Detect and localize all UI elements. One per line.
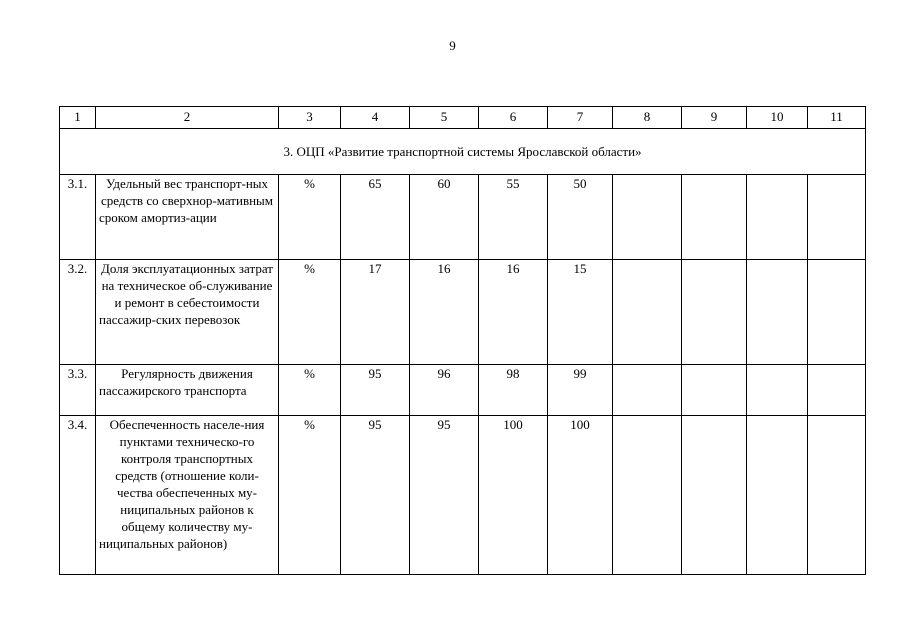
- row-value: 60: [410, 175, 479, 260]
- row-value: [747, 365, 808, 416]
- row-value: [808, 416, 866, 575]
- row-number: 3.4.: [60, 416, 96, 575]
- row-value: [682, 175, 747, 260]
- row-value: [747, 175, 808, 260]
- table-row: [60, 175, 866, 260]
- row-value: [682, 416, 747, 575]
- row-value: 65: [341, 175, 410, 260]
- column-header: 6: [479, 107, 548, 129]
- row-value: 96: [410, 365, 479, 416]
- row-value: 95: [341, 416, 410, 575]
- column-header: 11: [808, 107, 866, 129]
- column-header: 10: [747, 107, 808, 129]
- column-header: 4: [341, 107, 410, 129]
- row-number: 3.2.: [60, 260, 96, 365]
- row-value: [613, 260, 682, 365]
- table-header-row: [60, 107, 866, 129]
- section-title: 3. ОЦП «Развитие транспортной системы Ярославской области»: [60, 129, 866, 175]
- table-row: [60, 365, 866, 416]
- row-value: [613, 365, 682, 416]
- row-value: [613, 175, 682, 260]
- row-value: 95: [341, 365, 410, 416]
- row-description: Обеспеченность населе-ния пунктами техническо-го контроля транспортных средств (отношение коли-чества обеспеченных му-ниципальных районов к общему количеству му-ниципальных районов): [96, 416, 279, 575]
- row-value: [613, 416, 682, 575]
- row-value: 50: [548, 175, 613, 260]
- column-header: 1: [60, 107, 96, 129]
- row-value: [682, 365, 747, 416]
- row-unit: %: [279, 260, 341, 365]
- row-value: 99: [548, 365, 613, 416]
- table-row: [60, 416, 866, 575]
- row-value: [747, 416, 808, 575]
- column-header: 8: [613, 107, 682, 129]
- row-unit: %: [279, 416, 341, 575]
- column-header: 9: [682, 107, 747, 129]
- column-header: 7: [548, 107, 613, 129]
- row-value: 100: [479, 416, 548, 575]
- row-value: [808, 260, 866, 365]
- row-description: Удельный вес транспорт-ных средств со сверхнор-мативным сроком амортиз-ации: [96, 175, 279, 260]
- row-value: 95: [410, 416, 479, 575]
- row-value: [808, 175, 866, 260]
- row-value: 16: [479, 260, 548, 365]
- row-value: [682, 260, 747, 365]
- row-value: 55: [479, 175, 548, 260]
- row-unit: %: [279, 175, 341, 260]
- row-value: 98: [479, 365, 548, 416]
- section-row: [60, 129, 866, 175]
- column-header: 5: [410, 107, 479, 129]
- indicators-table: [59, 106, 866, 575]
- row-value: 15: [548, 260, 613, 365]
- row-value: 16: [410, 260, 479, 365]
- column-header: 2: [96, 107, 279, 129]
- row-description: Регулярность движения пассажирского транспорта: [96, 365, 279, 416]
- page-number: 9: [449, 38, 456, 53]
- row-description: Доля эксплуатационных затрат на техническое об-служивание и ремонт в себестоимости пассажир-ских перевозок: [96, 260, 279, 365]
- row-unit: %: [279, 365, 341, 416]
- row-value: [747, 260, 808, 365]
- row-value: 100: [548, 416, 613, 575]
- column-header: 3: [279, 107, 341, 129]
- table-row: [60, 260, 866, 365]
- row-number: 3.1.: [60, 175, 96, 260]
- row-number: 3.3.: [60, 365, 96, 416]
- row-value: 17: [341, 260, 410, 365]
- row-value: [808, 365, 866, 416]
